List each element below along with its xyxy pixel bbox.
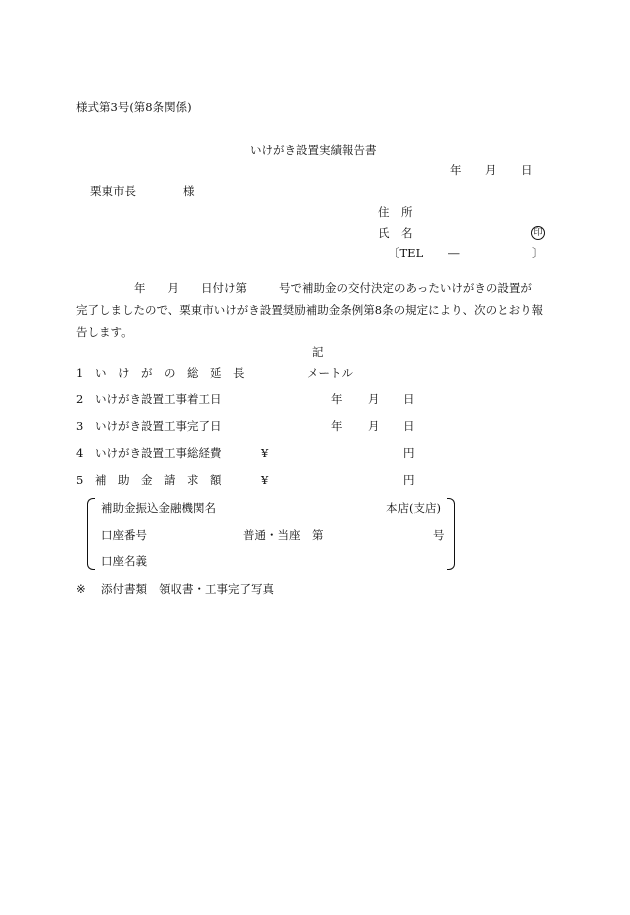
body-day-number: 日付け第 — [201, 281, 247, 295]
item-4-yen: ¥ — [261, 446, 269, 460]
item-5-yen: ¥ — [261, 473, 269, 487]
attachments-mark: ※ — [76, 582, 86, 596]
item-1-unit: メートル — [307, 366, 353, 380]
tel-close: 〕 — [532, 246, 544, 260]
item-1-number: 1 — [76, 366, 84, 380]
date-year: 年 — [450, 163, 462, 177]
item-3-year: 年 — [331, 419, 343, 433]
item-5-unit: 円 — [403, 473, 415, 487]
body-text-1: 号で補助金の交付決定のあったいけがきの設置が — [279, 281, 532, 295]
document-title: いけがき設置実績報告書 — [250, 143, 377, 157]
item-5-label: 補 助 金 請 求 額 — [95, 473, 222, 487]
body-text-3: 告します。 — [76, 325, 133, 339]
seal-mark: 印 — [531, 226, 545, 240]
item-2-year: 年 — [331, 392, 343, 406]
account-type: 普通・当座 第 — [243, 528, 324, 542]
address-label: 住 所 — [378, 205, 413, 219]
form-number: 様式第3号(第8条関係) — [76, 100, 192, 114]
body-month: 月 — [167, 281, 179, 295]
date-month: 月 — [485, 163, 497, 177]
account-number-label: 口座番号 — [101, 528, 147, 542]
item-3-number: 3 — [76, 419, 84, 433]
item-4-label: いけがき設置工事総経費 — [95, 446, 222, 460]
account-suffix: 号 — [433, 528, 445, 542]
item-3-month: 月 — [368, 419, 380, 433]
item-2-number: 2 — [76, 392, 84, 406]
date-day: 日 — [521, 163, 533, 177]
tel-open: 〔TEL — [388, 246, 424, 260]
item-2-day: 日 — [403, 392, 415, 406]
item-3-day: 日 — [403, 419, 415, 433]
bank-branch: 本店(支店) — [386, 501, 441, 515]
attachments-value: 領収書・工事完了写真 — [159, 582, 274, 596]
attachments-label: 添付書類 — [101, 582, 147, 596]
addressee-name: 栗東市長 — [90, 184, 136, 198]
addressee-honorific: 様 — [183, 184, 195, 198]
name-label: 氏 名 — [378, 226, 413, 240]
tel-dash: ― — [448, 246, 460, 260]
bracket-right — [447, 498, 455, 570]
item-2-month: 月 — [368, 392, 380, 406]
bank-institution-label: 補助金振込金融機関名 — [101, 501, 216, 515]
item-1-label: い け が の 総 延 長 — [95, 366, 245, 380]
ki-heading: 記 — [312, 345, 324, 359]
account-holder-label: 口座名義 — [101, 554, 147, 568]
bracket-left — [87, 498, 95, 570]
body-paragraph — [76, 277, 560, 343]
body-text-2: 完了しましたので、栗東市いけがき設置奨励補助金条例第8条の規定により、次のとおり報 — [76, 303, 544, 317]
item-2-label: いけがき設置工事着工日 — [95, 392, 222, 406]
item-4-number: 4 — [76, 446, 84, 460]
body-year: 年 — [134, 281, 146, 295]
item-3-label: いけがき設置工事完了日 — [95, 419, 222, 433]
item-4-unit: 円 — [403, 446, 415, 460]
item-5-number: 5 — [76, 473, 84, 487]
